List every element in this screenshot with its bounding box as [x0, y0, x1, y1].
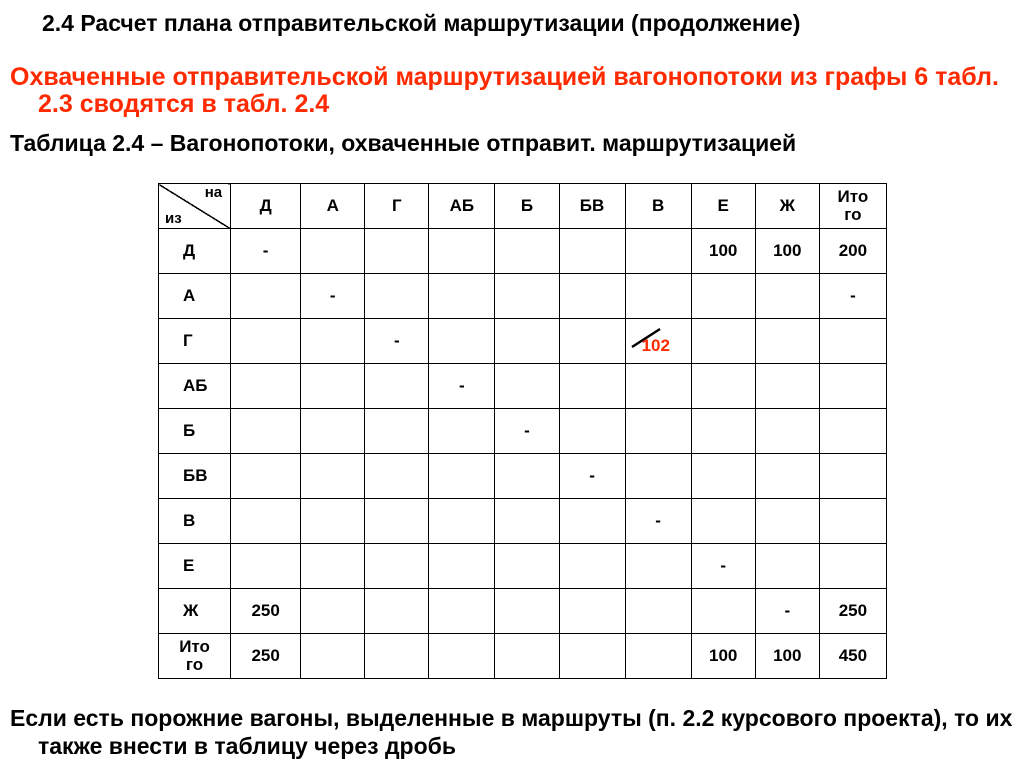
table-cell — [301, 544, 365, 589]
table-cell: - — [365, 319, 429, 364]
table-cell: - — [691, 544, 755, 589]
table-cell — [691, 499, 755, 544]
column-header: Б — [495, 184, 559, 229]
table-cell — [691, 364, 755, 409]
table-cell — [625, 364, 691, 409]
corner-cell — [159, 184, 231, 229]
table-cell — [231, 364, 301, 409]
table-cell — [365, 589, 429, 634]
table-cell — [495, 589, 559, 634]
table-cell — [365, 229, 429, 274]
total-header-part: Ито — [837, 187, 869, 206]
table-row — [159, 409, 887, 454]
table-cell — [559, 319, 625, 364]
table-cell — [625, 409, 691, 454]
table-cell — [755, 544, 819, 589]
table-cell: - — [755, 589, 819, 634]
table-cell — [365, 274, 429, 319]
table-cell — [559, 409, 625, 454]
column-header: Ж — [755, 184, 819, 229]
table-cell — [625, 544, 691, 589]
table-cell — [559, 544, 625, 589]
table-cell — [301, 409, 365, 454]
table-row — [159, 229, 887, 274]
row-total — [819, 409, 886, 454]
row-total — [819, 319, 886, 364]
table-cell — [365, 409, 429, 454]
slide-title: 2.4 Расчет плана отправительской маршрутизации (продолжение) — [42, 10, 801, 36]
table-cell — [755, 364, 819, 409]
table-cell — [755, 409, 819, 454]
row-total: 250 — [819, 589, 886, 634]
row-header: АБ — [159, 364, 231, 409]
flow-table — [158, 183, 887, 679]
table-cell — [231, 544, 301, 589]
column-header: В — [625, 184, 691, 229]
row-header: Е — [159, 544, 231, 589]
table-cell — [301, 499, 365, 544]
total-cell — [559, 634, 625, 679]
slide-subtitle: Охваченные отправительской маршрутизацией вагонопотоки из графы 6 табл. 2.3 сводятся в табл. 2.4 — [10, 63, 999, 118]
table-row — [159, 499, 887, 544]
corner-from-label: из — [165, 210, 182, 227]
table-cell — [231, 274, 301, 319]
column-header: А — [301, 184, 365, 229]
total-header-part: го — [844, 205, 862, 224]
table-cell — [231, 499, 301, 544]
table-cell — [365, 454, 429, 499]
table-cell: - — [495, 409, 559, 454]
column-header-total — [819, 184, 886, 229]
table-cell: - — [559, 454, 625, 499]
table-cell: - — [301, 274, 365, 319]
row-header: Г — [159, 319, 231, 364]
table-cell — [559, 274, 625, 319]
table-cell — [495, 274, 559, 319]
table-cell — [429, 409, 495, 454]
table-row — [159, 274, 887, 319]
row-total: 200 — [819, 229, 886, 274]
table-row — [159, 454, 887, 499]
total-cell: 100 — [755, 634, 819, 679]
table-cell — [495, 319, 559, 364]
column-header: БВ — [559, 184, 625, 229]
table-cell — [429, 544, 495, 589]
column-header: Г — [365, 184, 429, 229]
table-row — [159, 544, 887, 589]
table-cell — [231, 319, 301, 364]
column-header: Е — [691, 184, 755, 229]
column-header: Д — [231, 184, 301, 229]
total-cell — [429, 634, 495, 679]
table-cell — [231, 409, 301, 454]
table-cell — [429, 454, 495, 499]
total-cell: 250 — [231, 634, 301, 679]
total-row-label-part: го — [185, 655, 204, 674]
table-cell — [559, 499, 625, 544]
total-cell — [495, 634, 559, 679]
table-cell: 100 — [691, 229, 755, 274]
table-cell — [559, 589, 625, 634]
table-cell — [365, 544, 429, 589]
row-total — [819, 544, 886, 589]
table-cell: - — [231, 229, 301, 274]
table-cell — [625, 274, 691, 319]
total-cell — [301, 634, 365, 679]
table-cell: 100 — [755, 229, 819, 274]
row-total — [819, 364, 886, 409]
table-cell — [495, 544, 559, 589]
red-annotation — [626, 319, 691, 363]
table-cell — [625, 589, 691, 634]
table-cell: - — [429, 364, 495, 409]
table-cell — [301, 454, 365, 499]
table-header-row — [159, 184, 887, 229]
table-cell — [691, 319, 755, 364]
table-cell — [231, 454, 301, 499]
table-cell — [301, 364, 365, 409]
annotated-cell — [625, 319, 691, 364]
footnote: Если есть порожние вагоны, выделенные в маршруты (п. 2.2 курсового проекта), то их также внести в таблицу через дробь — [10, 705, 1013, 759]
table-cell — [691, 409, 755, 454]
table-cell — [495, 454, 559, 499]
table-cell — [691, 454, 755, 499]
table-total-row — [159, 634, 887, 679]
table-cell — [691, 589, 755, 634]
table-row — [159, 589, 887, 634]
corner-to-label: на — [204, 184, 223, 201]
row-header: Д — [159, 229, 231, 274]
table-cell — [691, 274, 755, 319]
table-cell — [495, 229, 559, 274]
table-cell: - — [625, 499, 691, 544]
annotation-value: 102 — [641, 336, 670, 355]
table-cell — [559, 364, 625, 409]
table-cell — [365, 364, 429, 409]
row-header: Ж — [159, 589, 231, 634]
table-cell — [625, 229, 691, 274]
row-total — [819, 499, 886, 544]
table-cell — [429, 319, 495, 364]
table-cell — [755, 274, 819, 319]
table-cell — [755, 499, 819, 544]
table-cell — [365, 499, 429, 544]
row-header: Б — [159, 409, 231, 454]
row-header: А — [159, 274, 231, 319]
table-caption: Таблица 2.4 – Вагонопотоки, охваченные отправит. маршрутизацией — [10, 130, 797, 156]
row-total: - — [819, 274, 886, 319]
table-cell — [755, 319, 819, 364]
row-header: В — [159, 499, 231, 544]
table-cell: 250 — [231, 589, 301, 634]
table-cell — [429, 589, 495, 634]
table-row — [159, 319, 887, 364]
total-row-header — [159, 634, 231, 679]
column-header: АБ — [429, 184, 495, 229]
total-row-label-part: Ито — [179, 637, 210, 656]
table-cell — [495, 499, 559, 544]
table-cell — [429, 499, 495, 544]
row-header: БВ — [159, 454, 231, 499]
table-cell — [495, 364, 559, 409]
total-cell: 100 — [691, 634, 755, 679]
table-cell — [429, 229, 495, 274]
table-cell — [301, 589, 365, 634]
row-total — [819, 454, 886, 499]
table-cell — [429, 274, 495, 319]
table-cell — [755, 454, 819, 499]
table-row — [159, 364, 887, 409]
grand-total: 450 — [819, 634, 886, 679]
table-cell — [301, 319, 365, 364]
total-cell — [625, 634, 691, 679]
table-cell — [559, 229, 625, 274]
table-cell — [625, 454, 691, 499]
table-cell — [301, 229, 365, 274]
total-cell — [365, 634, 429, 679]
